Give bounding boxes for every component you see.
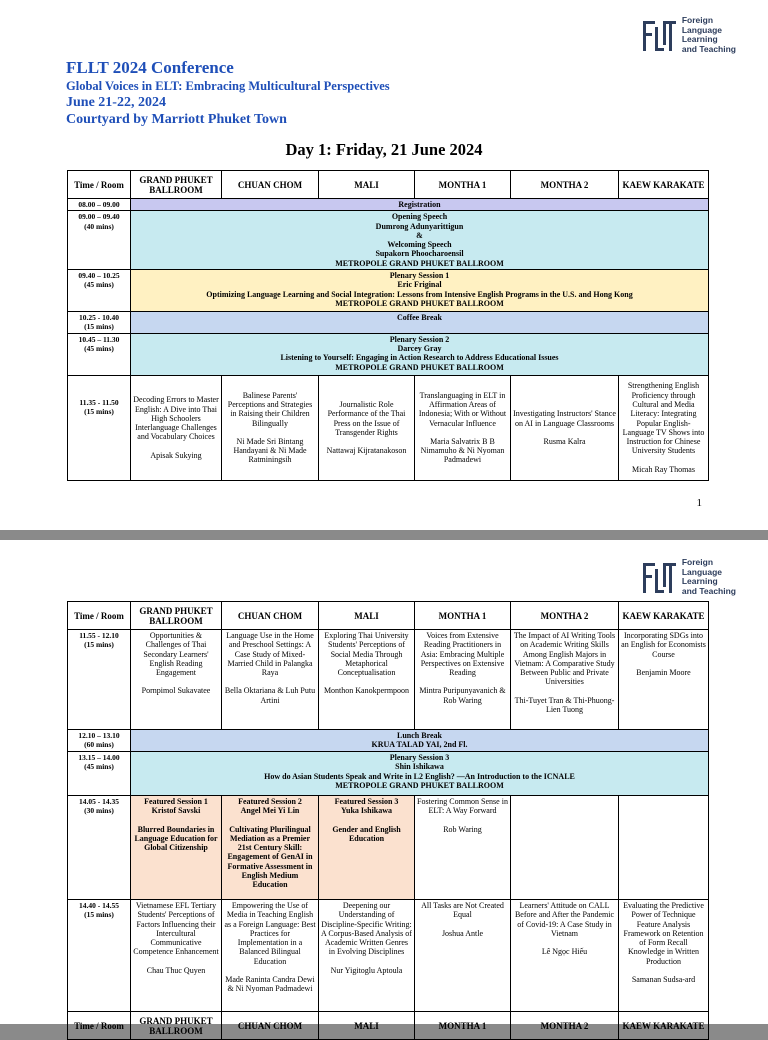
plenary-1-cell: Plenary Session 1 Eric Friginal Optimizing Language Learning and Social Integration: Lessons from Intensive English Programs in the U.S. and Hong Kong METROPOLE GRAND PHUKET BALLROOM bbox=[131, 270, 709, 312]
talk-cell: Exploring Thai University Students' Perceptions of Social Media Through Metaphorical Conceptualisation Monthon Kanokpermpoon bbox=[319, 630, 415, 730]
time-cell: 14.05 - 14.35 (30 mins) bbox=[68, 796, 131, 900]
time-cell: 13.15 – 14.00 (45 mins) bbox=[68, 752, 131, 796]
featured-session-cell: Featured Session 1 Kristof Savski Blurred Boundaries in Language Education for Global Citizenship bbox=[131, 796, 222, 900]
fllt-logo-icon bbox=[643, 561, 677, 593]
table-header-row bbox=[68, 1012, 709, 1040]
time-cell: 11.55 - 12.10 (15 mins) bbox=[68, 630, 131, 730]
talk-cell: The Impact of AI Writing Tools on Academic Writing Skills Among English Majors in Vietnam: A Comparative Study Between Public and Private Universities Thi-Tuyet Tran & Thi-Phuong-Lien Tuong bbox=[511, 630, 619, 730]
day-title: Day 1: Friday, 21 June 2024 bbox=[285, 140, 483, 159]
talk-cell: Fostering Common Sense in ELT: A Way Forward Rob Waring bbox=[415, 796, 511, 900]
time-cell: 14.40 - 14.55 (15 mins) bbox=[68, 900, 131, 1012]
column-header: GRAND PHUKET BALLROOM bbox=[131, 602, 222, 630]
column-header: Time / Room bbox=[68, 1012, 131, 1040]
empty-cell bbox=[511, 796, 619, 900]
column-header: MONTHA 1 bbox=[415, 602, 511, 630]
fllt-logo bbox=[643, 16, 736, 54]
plenary-3-cell: Plenary Session 3 Shin Ishikawa How do Asian Students Speak and Write in L2 English? —An Introduction to the ICNALE METROPOLE GRAND PHUKET BALLROOM bbox=[131, 752, 709, 796]
opening-row bbox=[68, 211, 709, 270]
talk-cell: Incorporating SDGs into an English for Economists Course Benjamin Moore bbox=[619, 630, 709, 730]
time-cell: 12.10 – 13.10 (60 mins) bbox=[68, 730, 131, 752]
registration-cell: Registration bbox=[131, 199, 709, 211]
column-header: CHUAN CHOM bbox=[222, 602, 319, 630]
lunch-break-row bbox=[68, 730, 709, 752]
time-cell: 09.40 – 10.25 (45 mins) bbox=[68, 270, 131, 312]
coffee-break-row bbox=[68, 312, 709, 334]
registration-row bbox=[68, 199, 709, 211]
schedule-table bbox=[67, 170, 709, 481]
session-row bbox=[68, 375, 709, 480]
time-cell: 11.35 - 11.50 (15 mins) bbox=[68, 375, 131, 480]
talk-cell: Evaluating the Predictive Power of Technique Feature Analysis Framework on Retention of Form Recall Knowledge in Written Production Samanan Sudsa-ard bbox=[619, 900, 709, 1012]
featured-session-cell: Featured Session 3 Yuka Ishikawa Gender and English Education bbox=[319, 796, 415, 900]
featured-session-row bbox=[68, 796, 709, 900]
talk-cell: Opportunities & Challenges of Thai Secondary Learners' English Reading Engagement Pornpimol Sukavatee bbox=[131, 630, 222, 730]
conference-title: FLLT 2024 Conference bbox=[66, 58, 234, 77]
conference-dates: June 21-22, 2024 bbox=[66, 95, 166, 110]
logo-text: Foreign Language Learning and Teaching bbox=[681, 15, 736, 54]
column-header: MONTHA 2 bbox=[511, 171, 619, 199]
talk-cell: Learners' Attitude on CALL Before and After the Pandemic of Covid-19: A Case Study in Vietnam Lê Ngọc Hiếu bbox=[511, 900, 619, 1012]
time-cell: 08.00 – 09.00 bbox=[68, 199, 131, 211]
talk-cell: Voices from Extensive Reading Practitioners in Asia: Embracing Multiple Perspectives on Extensive Reading Mintra Puripunyavanich & Rob Waring bbox=[415, 630, 511, 730]
column-header: Time / Room bbox=[68, 171, 131, 199]
lunch-break-cell: Lunch Break KRUA TALAD YAI, 2nd Fl. bbox=[131, 730, 709, 752]
column-header: CHUAN CHOM bbox=[222, 1012, 319, 1040]
table-header-row bbox=[68, 602, 709, 630]
talk-cell: Investigating Instructors' Stance on AI in Language Classrooms Rusma Kalra bbox=[511, 375, 619, 480]
empty-cell bbox=[619, 796, 709, 900]
document-page-2 bbox=[0, 540, 768, 1036]
column-header: GRAND PHUKET BALLROOM bbox=[131, 171, 222, 199]
column-header: GRAND PHUKET BALLROOM bbox=[131, 1012, 222, 1040]
logo-text: Foreign Language Learning and Teaching bbox=[681, 557, 736, 596]
opening-cell: Opening Speech Dumrong Adunyarittigun & Welcoming Speech Supakorn Phoocharoensil METROPOLE GRAND PHUKET BALLROOM bbox=[131, 211, 709, 270]
talk-cell: Language Use in the Home and Preschool Settings: A Case Study of Mixed-Married Child in Palangka Raya Bella Oktariana & Luh Putu Artini bbox=[222, 630, 319, 730]
featured-session-cell: Featured Session 2 Angel Mei Yi Lin Cultivating Plurilingual Mediation as a Premier 21st Century Skill: Engagement of GenAI in Formative Assessment in English Medium Education bbox=[222, 796, 319, 900]
page-number: 1 bbox=[696, 497, 702, 509]
conference-header bbox=[66, 58, 390, 128]
plenary-3-row bbox=[68, 752, 709, 796]
table-header-row bbox=[68, 171, 709, 199]
fllt-logo-icon bbox=[643, 19, 677, 51]
column-header: MONTHA 2 bbox=[511, 602, 619, 630]
conference-subtitle: Global Voices in ELT: Embracing Multicultural Perspectives bbox=[66, 79, 390, 93]
talk-cell: Deepening our Understanding of Discipline-Specific Writing: A Corpus-Based Analysis of Academic Written Genres in Evolving Disciplines Nur Yigitoglu Aptoula bbox=[319, 900, 415, 1012]
time-cell: 10.25 - 10.40 (15 mins) bbox=[68, 312, 131, 334]
schedule-table bbox=[67, 601, 709, 1040]
talk-cell: Balinese Parents' Perceptions and Strategies in Raising their Children Bilingually Ni Made Sri Bintang Handayani & Ni Made Ratminingsih bbox=[222, 375, 319, 480]
plenary-1-row bbox=[68, 270, 709, 312]
column-header: MALI bbox=[319, 171, 415, 199]
column-header: KAEW KARAKATE bbox=[619, 602, 709, 630]
talk-cell: All Tasks are Not Created Equal Joshua Antle bbox=[415, 900, 511, 1012]
column-header: MALI bbox=[319, 1012, 415, 1040]
column-header: CHUAN CHOM bbox=[222, 171, 319, 199]
coffee-break-cell: Coffee Break bbox=[131, 312, 709, 334]
plenary-2-row bbox=[68, 333, 709, 375]
column-header: MONTHA 1 bbox=[415, 171, 511, 199]
plenary-2-cell: Plenary Session 2 Darcey Gray Listening to Yourself: Engaging in Action Research to Address Educational Issues METROPOLE GRAND PHUKET BALLROOM bbox=[131, 333, 709, 375]
time-cell: 10.45 – 11.30 (45 mins) bbox=[68, 333, 131, 375]
talk-cell: Empowering the Use of Media in Teaching English as a Foreign Language: Best Practices for Implementation in a Balanced Bilingual Education Made Raninta Candra Dewi & Ni Nyoman Padmadewi bbox=[222, 900, 319, 1012]
talk-cell: Translanguaging in ELT in Affirmation Areas of Indonesia; With or Without Vernacular Influence Maria Salvatrix B B Nimamuho & Ni Nyoman Padmadewi bbox=[415, 375, 511, 480]
column-header: MONTHA 1 bbox=[415, 1012, 511, 1040]
session-row bbox=[68, 900, 709, 1012]
conference-venue: Courtyard by Marriott Phuket Town bbox=[66, 112, 287, 127]
column-header: KAEW KARAKATE bbox=[619, 1012, 709, 1040]
talk-cell: Vietnamese EFL Tertiary Students' Perceptions of Factors Influencing their Intercultural Communicative Competence Enhancement Chau Thuc Quyen bbox=[131, 900, 222, 1012]
column-header: MALI bbox=[319, 602, 415, 630]
talk-cell: Journalistic Role Performance of the Thai Press on the Issue of Transgender Rights Nattawaj Kijratanakoson bbox=[319, 375, 415, 480]
talk-cell: Decoding Errors to Master English: A Dive into Thai High Schoolers Interlanguage Challenges and Vocabulary Choices Apisak Sukying bbox=[131, 375, 222, 480]
session-row bbox=[68, 630, 709, 730]
column-header: Time / Room bbox=[68, 602, 131, 630]
talk-cell: Strengthening English Proficiency through Cultural and Media Literacy: Integrating Popular English-Language TV Shows into Instruction for Chinese University Students Micah Ray Thomas bbox=[619, 375, 709, 480]
time-cell: 09.00 – 09.40 (40 mins) bbox=[68, 211, 131, 270]
column-header: KAEW KARAKATE bbox=[619, 171, 709, 199]
fllt-logo bbox=[643, 558, 736, 596]
column-header: MONTHA 2 bbox=[511, 1012, 619, 1040]
